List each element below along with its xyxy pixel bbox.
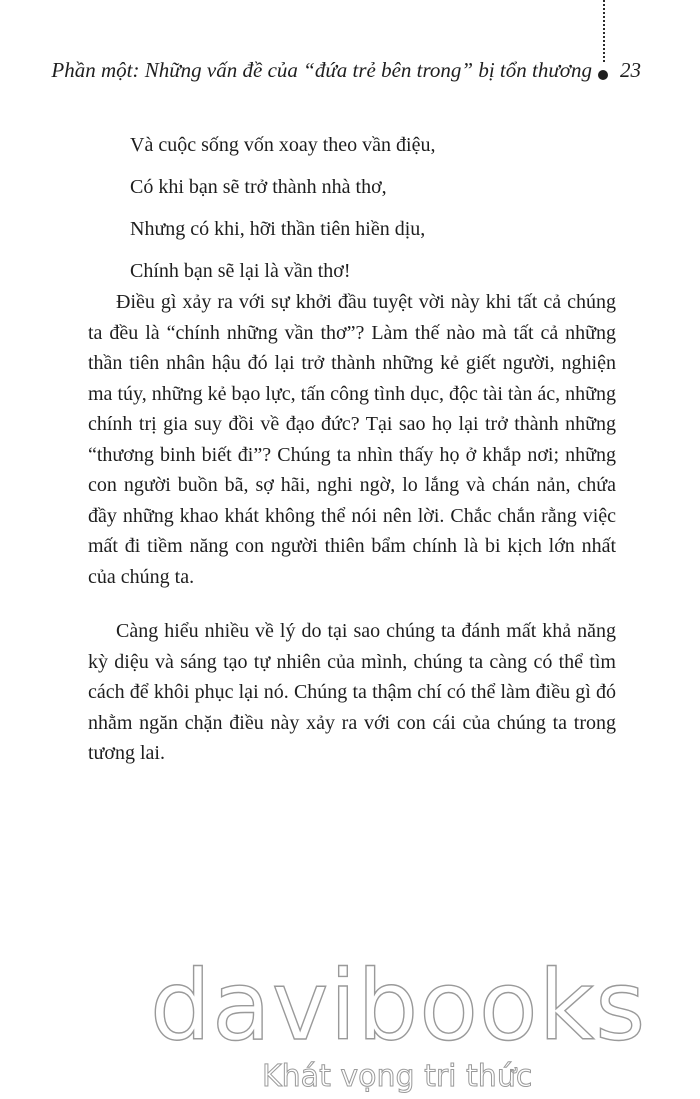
dotted-rule xyxy=(603,0,605,62)
poem-line: Chính bạn sẽ lại là vần thơ! xyxy=(130,260,351,282)
running-header xyxy=(0,58,700,88)
paragraph: Càng hiểu nhiều về lý do tại sao chúng ta đánh mất khả năng kỳ diệu và sáng tạo tự nhiên của mình, chúng ta càng có thể tìm cách để khôi phục lại nó. Chúng ta thậm chí có thể làm điều gì đó nhằm ngăn chặn điều này xảy ra với con cái của chúng ta trong tương lai. xyxy=(88,620,616,764)
watermark-tagline: Khát vọng tri thức xyxy=(262,1059,533,1094)
poem-line: Và cuộc sống vốn xoay theo vần điệu, xyxy=(130,134,436,156)
paragraph: Điều gì xảy ra với sự khởi đầu tuyệt vời này khi tất cả chúng ta đều là “chính những vần thơ”? Làm thế nào mà tất cả những thần tiên nhân hậu đó lại trở thành những kẻ giết người, nghiện ma túy, những kẻ bạo lực, tấn công tình dục, độc tài tàn ác, những chính trị gia suy đồi về đạo đức? Tại sao họ lại trở thành những “thương binh biết đi”? Chúng ta nhìn thấy họ ở khắp nơi; những con người buồn bã, sợ hãi, nghi ngờ, lo lắng và chán nản, chứa đầy những khao khát không thể nói nên lời. Chắc chắn rằng việc mất đi tiềm năng con người thiên bẩm chính là bi kịch lớn nhất của chúng ta. xyxy=(88,291,616,588)
poem-line: Có khi bạn sẽ trở thành nhà thơ, xyxy=(130,176,387,198)
bullet-icon xyxy=(598,70,608,80)
body-text xyxy=(88,287,616,793)
watermark-logo: davibooks xyxy=(150,950,647,1062)
poem-stanza xyxy=(130,124,630,292)
poem-line: Nhưng có khi, hỡi thần tiên hiền dịu, xyxy=(130,218,426,240)
chapter-title: Phần một: Những vấn đề của “đứa trẻ bên trong” bị tổn thương xyxy=(51,58,592,82)
watermark xyxy=(150,950,647,1098)
page-number: 23 xyxy=(620,58,641,82)
